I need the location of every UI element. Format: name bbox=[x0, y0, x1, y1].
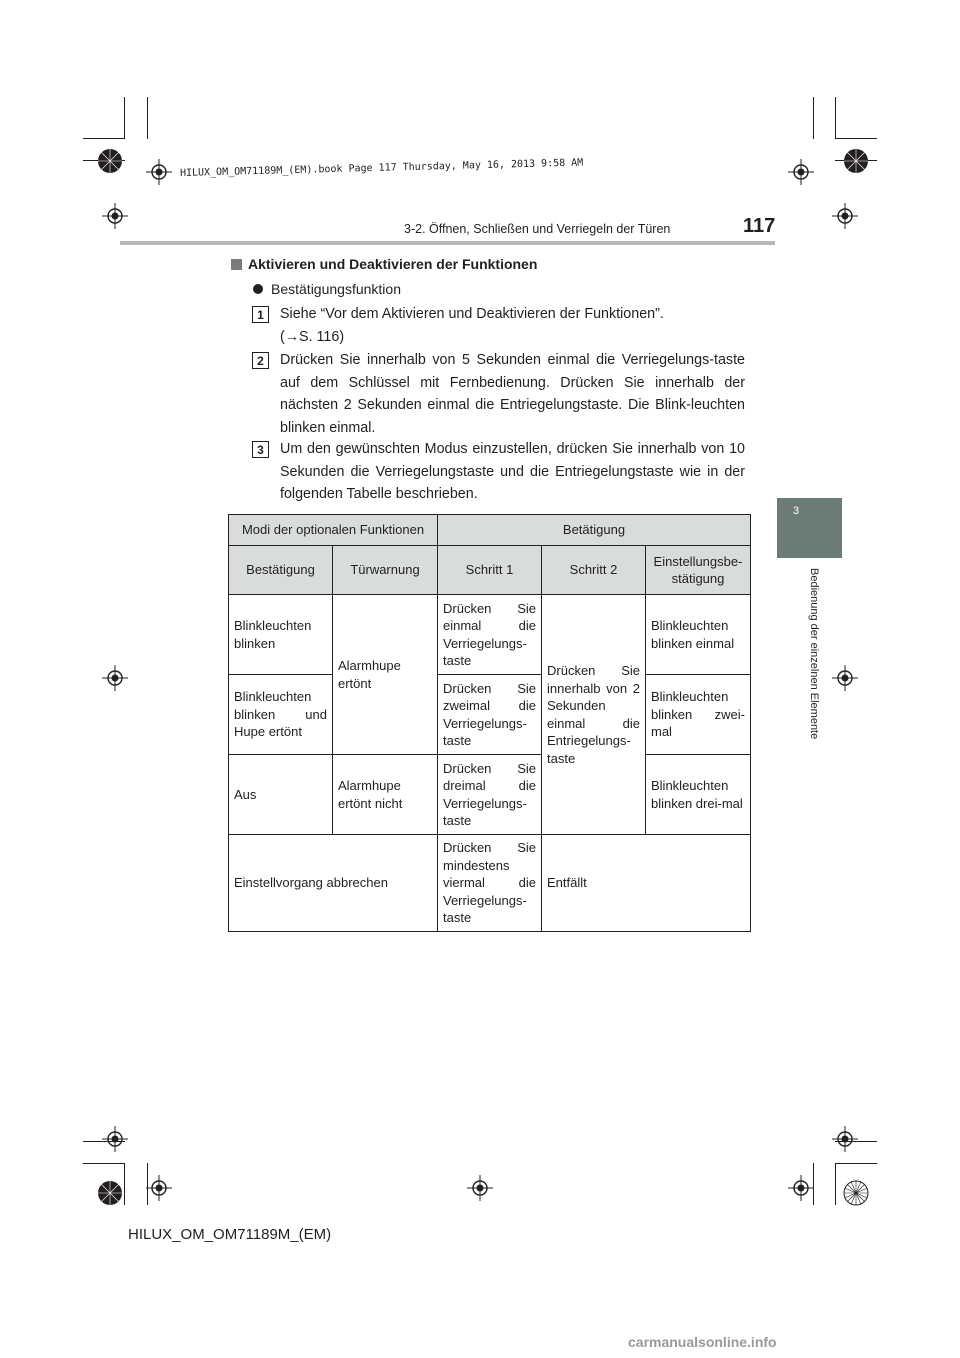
registration-target-icon bbox=[788, 1175, 814, 1201]
chapter-tab bbox=[777, 498, 842, 558]
round-bullet-icon bbox=[253, 284, 263, 294]
table-cell: Drücken Sie zweimal die Verriegelungs-taste bbox=[438, 675, 542, 755]
column-header: Bestätigung bbox=[229, 546, 333, 595]
section-title: 3-2. Öffnen, Schließen und Verriegeln der Türen bbox=[404, 222, 671, 236]
step-number: 2 bbox=[252, 352, 269, 369]
modes-table bbox=[228, 514, 751, 932]
step-text bbox=[280, 303, 745, 348]
table-cell: Alarmhupe ertönt bbox=[333, 595, 438, 755]
chapter-number: 3 bbox=[793, 505, 800, 517]
table-row bbox=[229, 835, 751, 932]
table-row bbox=[229, 675, 751, 755]
registration-target-icon bbox=[146, 159, 172, 185]
table-cell: Blinkleuchten blinken bbox=[229, 595, 333, 675]
step-text: Drücken Sie innerhalb von 5 Sekunden einmal die Verriegelungs-taste auf dem Schlüssel mit Fernbedienung. Drücken Sie innerhalb der nächsten 2 Sekunden einmal die Entriegelungstaste. Die Blink-leuchten blinken einmal. bbox=[280, 352, 745, 436]
table-cell: Einstellvorgang abbrechen bbox=[229, 835, 438, 932]
bullet-item bbox=[253, 281, 401, 297]
watermark: carmanualsonline.info bbox=[628, 1334, 777, 1350]
registration-target-icon bbox=[832, 203, 858, 229]
table-cell: Drücken Sie einmal die Verriegelungs-taste bbox=[438, 595, 542, 675]
column-header: Schritt 2 bbox=[542, 546, 646, 595]
section-heading bbox=[231, 256, 537, 272]
footer-code: HILUX_OM_OM71189M_(EM) bbox=[128, 1226, 332, 1243]
table-cell: Aus bbox=[229, 755, 333, 835]
rosette-icon bbox=[843, 1180, 869, 1206]
registration-target-icon bbox=[102, 1126, 128, 1152]
registration-target-icon bbox=[102, 203, 128, 229]
rosette-icon bbox=[843, 148, 869, 174]
column-header: Türwarnung bbox=[333, 546, 438, 595]
table-cell: Entfällt bbox=[542, 835, 751, 932]
table-cell: Blinkleuchten blinken drei-mal bbox=[646, 755, 751, 835]
registration-target-icon bbox=[102, 665, 128, 691]
chapter-title: Bedienung der einzelnen Elemente bbox=[808, 568, 820, 740]
step-line: Siehe “Vor dem Aktivieren und Deaktivieren der Funktionen”. bbox=[280, 306, 664, 322]
heading-text: Aktivieren und Deaktivieren der Funktionen bbox=[248, 256, 538, 272]
page-reference: (→S. 116) bbox=[280, 328, 345, 345]
table-cell: Drücken Sie mindestens viermal die Verriegelungs-taste bbox=[438, 835, 542, 932]
table-cell: Blinkleuchten blinken und Hupe ertönt bbox=[229, 675, 333, 755]
header-rule bbox=[120, 241, 775, 245]
step-number: 1 bbox=[252, 306, 269, 323]
registration-target-icon bbox=[146, 1175, 172, 1201]
table-row bbox=[229, 595, 751, 675]
registration-target-icon bbox=[788, 159, 814, 185]
bullet-text: Bestätigungsfunktion bbox=[271, 281, 401, 297]
rosette-icon bbox=[97, 148, 123, 174]
registration-target-icon bbox=[832, 1126, 858, 1152]
registration-target-icon bbox=[832, 665, 858, 691]
book-info: HILUX_OM_OM71189M_(EM).book Page 117 Thursday, May 16, 2013 9:58 AM bbox=[179, 157, 584, 179]
table-group-header: Betätigung bbox=[438, 515, 751, 546]
step-text: Um den gewünschten Modus einzustellen, drücken Sie innerhalb von 10 Sekunden die Verriegelungstaste und die Entriegelungstaste wie in der folgenden Tabelle beschrieben. bbox=[280, 441, 745, 502]
table-group-header-row bbox=[229, 515, 751, 546]
table-cell: Blinkleuchten blinken einmal bbox=[646, 595, 751, 675]
registration-target-icon bbox=[467, 1175, 493, 1201]
page-number: 117 bbox=[743, 215, 776, 237]
column-header: Einstellungsbe-stätigung bbox=[646, 546, 751, 595]
table-cell: Alarmhupe ertönt nicht bbox=[333, 755, 438, 835]
table-cell: Blinkleuchten blinken zwei-mal bbox=[646, 675, 751, 755]
table-cell: Drücken Sie innerhalb von 2 Sekunden einmal die Entriegelungs-taste bbox=[542, 595, 646, 835]
column-header: Schritt 1 bbox=[438, 546, 542, 595]
rosette-icon bbox=[97, 1180, 123, 1206]
square-bullet-icon bbox=[231, 259, 242, 270]
table-row bbox=[229, 755, 751, 835]
table-header-row bbox=[229, 546, 751, 595]
step-number: 3 bbox=[252, 441, 269, 458]
table-cell: Drücken Sie dreimal die Verriegelungs-taste bbox=[438, 755, 542, 835]
table-group-header: Modi der optionalen Funktionen bbox=[229, 515, 438, 546]
